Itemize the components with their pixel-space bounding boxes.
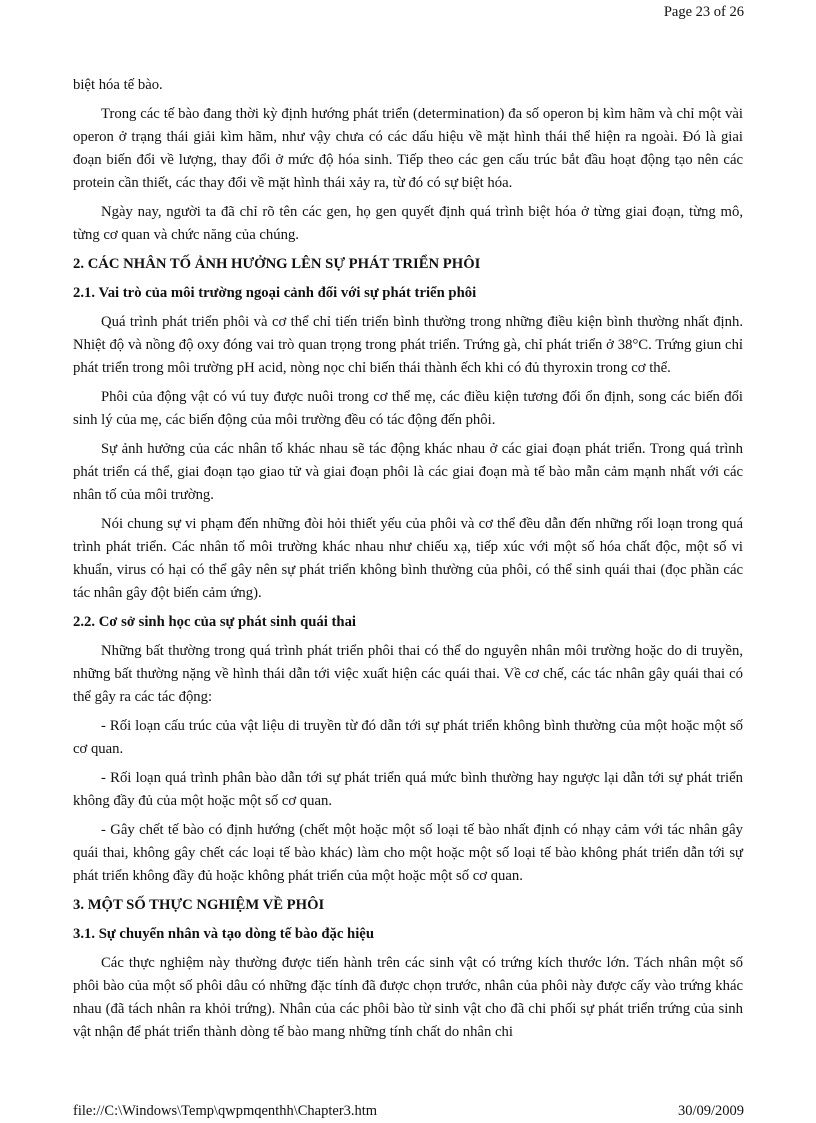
paragraph: Nói chung sự vi phạm đến những đòi hỏi thiết yếu của phôi và cơ thể đều dẫn đến những rối loạn trong quá trình phát triển. Các nhân tố môi trường khác nhau như chiếu xạ, tiếp xúc với một số hóa chất độc, một số vi khuẩn, virus có hại có thể gây nên sự phát triển không bình thường của phôi, có thể sinh quái thai (đọc phần các tác nhân gây đột biến cảm ứng). [73, 516, 743, 601]
paragraph: biệt hóa tế bào. [73, 77, 163, 93]
list-item: - Rối loạn quá trình phân bào dẫn tới sự phát triển quá mức bình thường hay ngược lại dẫn tới sự phát triển không đầy đủ của một hoặc một số cơ quan. [73, 770, 743, 809]
paragraph: Những bất thường trong quá trình phát triển phôi thai có thể do nguyên nhân môi trường hoặc do di truyền, những bất thường nặng về hình thái dẫn tới việc xuất hiện các quái thai. Về cơ chế, các tác nhân gây quái thai có thể gây ra các tác động: [73, 643, 743, 705]
paragraph: Quá trình phát triển phôi và cơ thể chỉ tiến triển bình thường trong những điều kiện bình thường nhất định. Nhiệt độ và nồng độ oxy đóng vai trò quan trọng trong phát triển. Trứng gà, chỉ phát triển ở 38°C. Trứng giun chỉ phát triển trong môi trường pH acid, nòng nọc chỉ biến thái thành ếch khi có đủ thyroxin trong cơ thể. [73, 314, 743, 376]
paragraph: Các thực nghiệm này thường được tiến hành trên các sinh vật có trứng kích thước lớn. Tách nhân một số phôi bào của một số phôi dâu có những đặc tính đã được chọn trước, nhân của phôi này được cấy vào trứng khác nhau (đã tách nhân ra khỏi trứng). Nhân của các phôi bào từ sinh vật cho đã chi phối sự phát triển trứng của sinh vật nhận để phát triển thành dòng tế bào mang những tính chất do nhân chi [73, 955, 743, 1040]
subsection-heading: 2.2. Cơ sở sinh học của sự phát sinh quái thai [73, 614, 357, 630]
subsection-heading: 3.1. Sự chuyển nhân và tạo dòng tế bào đặc hiệu [73, 926, 374, 942]
footer-file-path: file://C:\Windows\Temp\qwpmqenthh\Chapter3.htm [73, 1103, 378, 1119]
document-body [73, 74, 743, 1050]
paragraph: Ngày nay, người ta đã chỉ rõ tên các gen, họ gen quyết định quá trình biệt hóa ở từng giai đoạn, từng mô, từng cơ quan và chức năng của chúng. [73, 204, 743, 243]
list-item: - Gây chết tế bào có định hướng (chết một hoặc một số loại tế bào nhất định có nhạy cảm với tác nhân gây quái thai, không gây chết các loại tế bào khác) làm cho một hoặc một số loại tế bào không phát triển dẫn tới sự phát triển không đầy đủ hoặc không phát triển của một hoặc một số cơ quan. [73, 822, 743, 884]
page-number: Page 23 of 26 [663, 4, 744, 20]
list-item: - Rối loạn cấu trúc của vật liệu di truyền từ đó dẫn tới sự phát triển không bình thường của một hoặc một số cơ quan. [73, 718, 743, 757]
subsection-heading: 2.1. Vai trò của môi trường ngoại cảnh đối với sự phát triển phôi [73, 285, 477, 301]
section-heading: 2. CÁC NHÂN TỐ ẢNH HƯỞNG LÊN SỰ PHÁT TRIỂN PHÔI [73, 256, 481, 272]
paragraph: Phôi của động vật có vú tuy được nuôi trong cơ thể mẹ, các điều kiện tương đối ổn định, song các biến đổi sinh lý của mẹ, các biến động của môi trường đều có tác động đến phôi. [73, 389, 743, 428]
paragraph: Sự ảnh hưởng của các nhân tố khác nhau sẽ tác động khác nhau ở các giai đoạn phát triển. Trong quá trình phát triển cá thể, giai đoạn tạo giao tử và giai đoạn phôi là các giai đoạn mà tế bào mẫn cảm mạnh nhất với các nhân tố của môi trường. [73, 441, 743, 503]
section-heading: 3. MỘT SỐ THỰC NGHIỆM VỀ PHÔI [73, 897, 325, 913]
paragraph: Trong các tế bào đang thời kỳ định hướng phát triển (determination) đa số operon bị kìm hãm và chỉ một vài operon ở trạng thái giải kìm hãm, như vậy chưa có các dấu hiệu về mặt hình thái thể hiện ra ngoài. Đó là giai đoạn biến đổi về lượng, thay đổi ở mức độ hóa sinh. Tiếp theo các gen cấu trúc bắt đầu hoạt động tạo nên các protein cần thiết, các thay đổi về mặt hình thái xảy ra, từ đó có sự biệt hóa. [73, 106, 743, 191]
footer-date: 30/09/2009 [677, 1103, 744, 1119]
